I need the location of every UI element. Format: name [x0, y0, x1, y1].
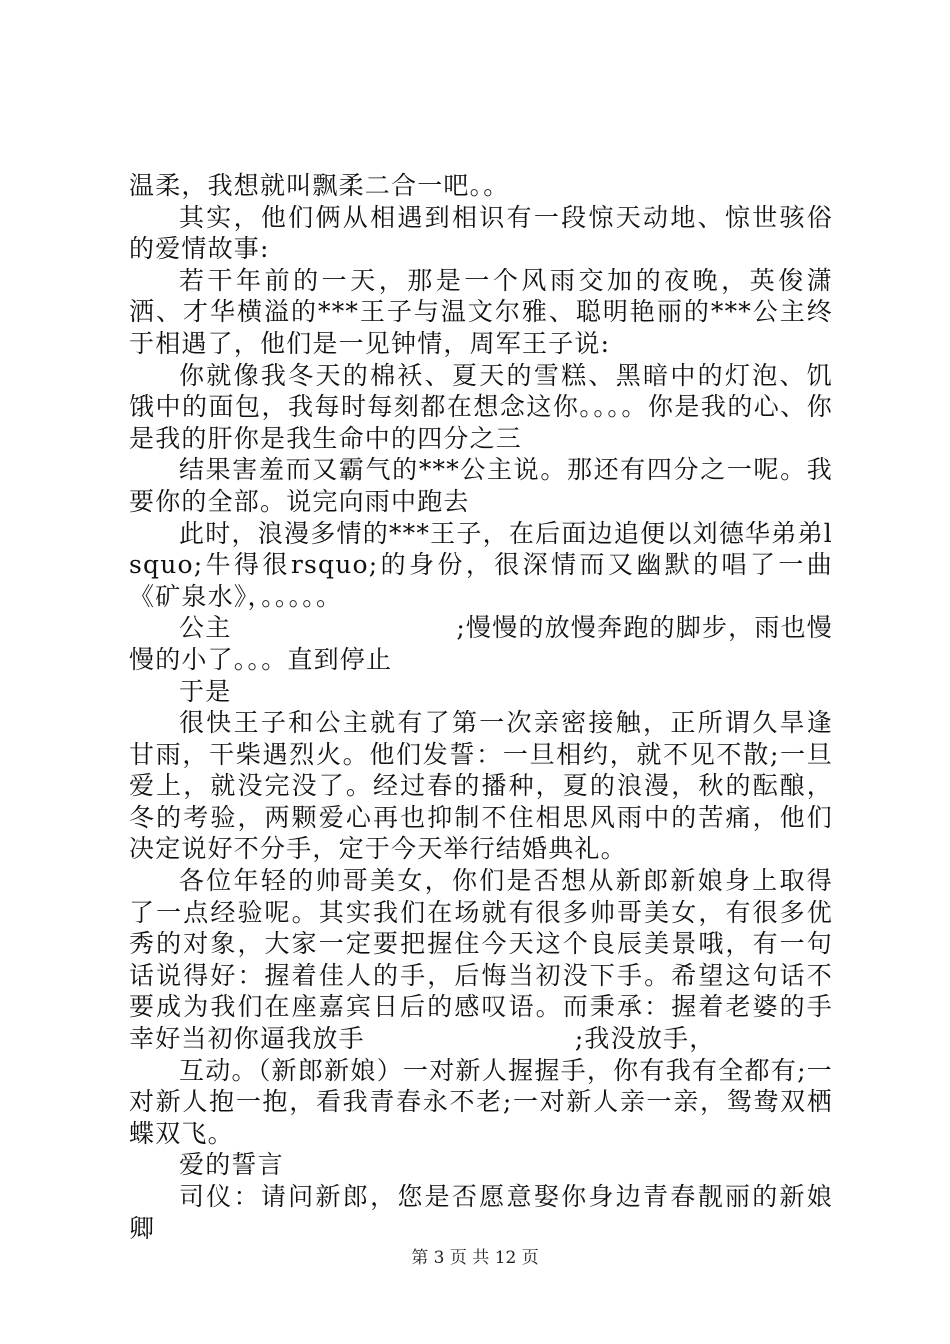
paragraph: 温柔，我想就叫飘柔二合一吧。。 — [129, 171, 510, 200]
paragraph: 互动。（新郎新娘）一对新人握握手，你有我有全都有;一对新人抱一抱，看我青春永不老;一对新人亲一亲，鸳鸯双栖蝶双飞。 — [129, 1055, 833, 1148]
paragraph-text: ;慢慢的放慢奔跑的脚步，雨也慢慢的小了。。。直到停止 — [129, 613, 833, 674]
paragraph: 爱的誓言 — [179, 1150, 284, 1180]
paragraph: 司仪：请问新郎，您是否愿意娶你身边青春靓丽的新娘卿 — [129, 1182, 833, 1243]
paragraph: 结果害羞而又霸气的***公主说。那还有四分之一呢。我要你的全部。说完向雨中跑去 — [129, 455, 833, 516]
document-body — [129, 170, 833, 1244]
paragraph: 其实，他们俩从相遇到相识有一段惊天动地、惊世骇俗的爱情故事: — [129, 202, 833, 264]
paragraph: 若干年前的一天，那是一个风雨交加的夜晚，英俊潇洒、才华横溢的***王子与温文尔雅、聪明艳丽的***公主终于相遇了，他们是一见钟情，周军王子说: — [129, 265, 833, 358]
paragraph-text: 各位年轻的帅哥美女，你们是否想从新郎新娘身上取得了一点经验呢。其实我们在场就有很多帅哥美女，有很多优秀的对象，大家一定要把握住今天这个良辰美景哦，有一句话说得好：握着佳人的手，后悔当初没下手。希望这句话不要成为我们在座嘉宾日后的感叹语。而秉承：握着老婆的手幸好当初你逼我放手 — [129, 866, 833, 1054]
paragraph: 你就像我冬天的棉袄、夏天的雪糕、黑暗中的灯泡、饥饿中的面包，我每时每刻都在想念这你。。。。你是我的心、你是我的肝你是我生命中的四分之三 — [129, 360, 833, 453]
paragraph: 于是 — [179, 676, 232, 706]
paragraph: 此时，浪漫多情的***王子，在后面边追便以刘德华弟弟lsquo;牛得很rsquo;的身份，很深情而又幽默的唱了一曲《矿泉水》，。。。。。 — [129, 518, 833, 611]
paragraph-text: ;我没放手， — [574, 1024, 716, 1054]
paragraph — [129, 865, 833, 1055]
paragraph — [129, 612, 833, 675]
page-number-footer: 第 3 页 共 12 页 — [411, 1248, 539, 1268]
paragraph: 很快王子和公主就有了第一次亲密接触，正所谓久旱逢甘雨，干柴遇烈火。他们发誓：一旦相约，就不见不散;一旦爱上，就没完没了。经过春的播种，夏的浪漫，秋的酝酿，冬的考验，两颗爱心再也抑制不住相思风雨中的苦痛，他们决定说好不分手，定于今天举行结婚典礼。 — [129, 708, 833, 864]
paragraph-text: 公主 — [179, 613, 232, 643]
